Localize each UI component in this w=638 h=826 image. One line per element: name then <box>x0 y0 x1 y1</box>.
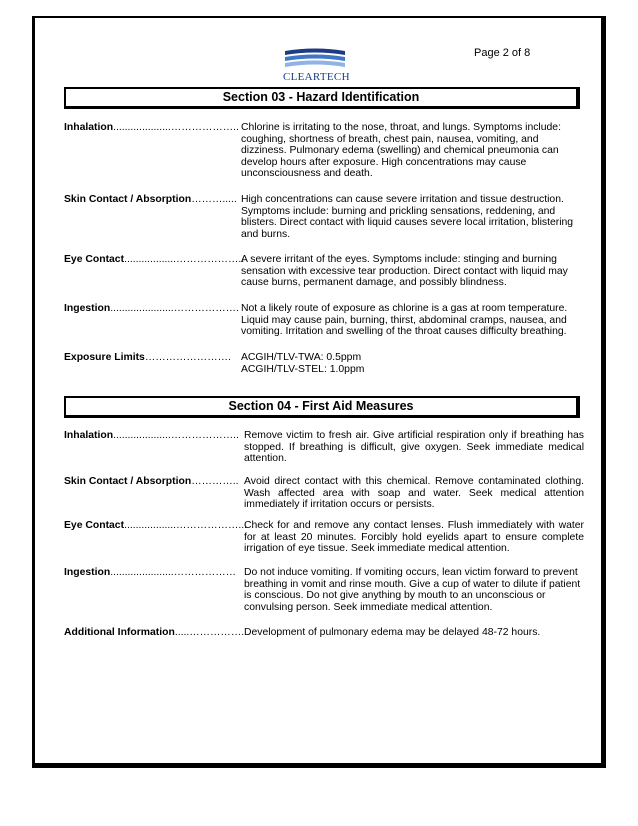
page-number: Page 2 of 8 <box>474 47 531 59</box>
s3-exposure-twa: ACGIH/TLV-TWA: 0.5ppm <box>241 352 362 363</box>
s3-exposure-stel: ACGIH/TLV-STEL: 1.0ppm <box>241 363 365 375</box>
s4-inhalation-text: Remove victim to fresh air. Give artificial respiration only if breathing has stopped. If breathing is difficult, give oxygen. Seek immediate medical attention. <box>244 430 584 465</box>
s4-skin-contact-text: Avoid direct contact with this chemical. Remove contaminated clothing. Wash affected area with soap and water. Seek medical attention immediately if irritation occurs or persists. <box>244 476 584 511</box>
s4-inhalation-label: Inhalation....................……………….. <box>64 430 239 441</box>
s4-eye-contact-label: Eye Contact..................………………... <box>64 520 248 531</box>
s3-eye-contact-label: Eye Contact..................……………….. <box>64 254 245 265</box>
s3-skin-contact-label: Skin Contact / Absorption………..... <box>64 194 237 205</box>
s3-exposure-limits-label: Exposure Limits……………………. <box>64 352 231 363</box>
s4-additional-info-label: Additional Information.....…………….. <box>64 627 247 638</box>
s3-ingestion-label: Ingestion......................………………. <box>64 303 239 314</box>
s4-eye-contact-text: Check for and remove any contact lenses. Flush immediately with water for at least 20 minutes. Forcibly hold eyelids apart to ensure complete irrigation of eye tissue. Seek immediate medical attention. <box>244 520 584 555</box>
s3-skin-contact-text: High concentrations can cause severe irritation and tissue destruction. Symptoms include: burning and prickling sensations, reddening, and blisters. Direct contact with liquid causes severe local irritation, blistering and burns. <box>241 194 574 240</box>
section-03-header: Section 03 - Hazard Identification <box>64 87 580 109</box>
s4-skin-contact-label: Skin Contact / Absorption………….. <box>64 476 239 487</box>
s4-additional-info-text: Development of pulmonary edema may be delayed 48-72 hours. <box>244 627 541 638</box>
s4-ingestion-text: Do not induce vomiting. If vomiting occurs, lean victim forward to prevent breathing in vomit and rinse mouth. Give a cup of water to dilute if patient is conscious. Do not give anything by mouth to an unconscious or convulsing person. Seek immediate medical attention. <box>244 567 581 613</box>
section-04-header: Section 04 - First Aid Measures <box>64 396 580 418</box>
s3-inhalation-label: Inhalation....................……………….. <box>64 122 239 133</box>
s3-eye-contact-text: A severe irritant of the eyes. Symptoms include: stinging and burning sensation with excessive tear production. Direct contact with liquid may cause burns, permanent damage, and possibly blindness. <box>241 254 568 289</box>
s4-ingestion-label: Ingestion......................……………… <box>64 567 237 578</box>
s3-ingestion-text: Not a likely route of exposure as chlorine is a gas at room temperature. Liquid may cause pain, burning, thirst, abdominal cramps, nausea, and vomiting. Irritation and swelling of the throat causes difficulty breathing. <box>241 303 568 338</box>
s3-inhalation-text: Chlorine is irritating to the nose, throat, and lungs. Symptoms include: coughing, shortness of breath, chest pain, nausea, vomiting, and dizziness. Pulmonary edema (swelling) and chemical pneumonia can develop hours after exposure. High concentrations may cause unconsciousness and death. <box>241 122 561 180</box>
logo-wordmark: CLEARTECH <box>283 71 350 83</box>
